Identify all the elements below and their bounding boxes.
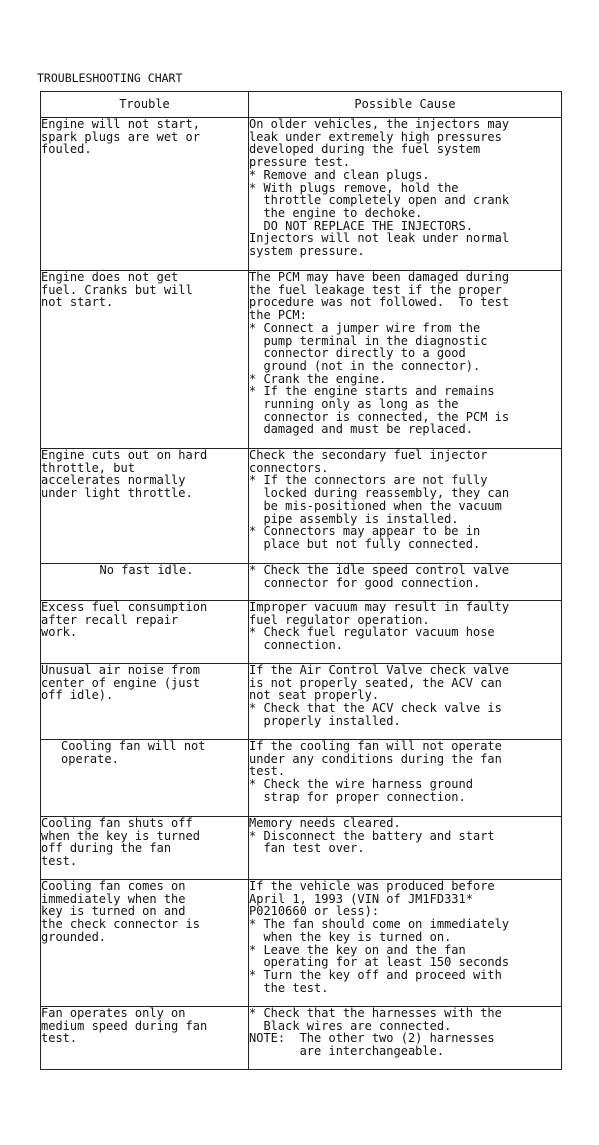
trouble-cell: Engine does not get fuel. Cranks but will not start. <box>41 271 249 449</box>
table-row <box>41 118 562 271</box>
cause-cell: * Check that the harnesses with the Black wires are connected. NOTE: The other two (2) harnesses are interchangeable. <box>249 1007 562 1070</box>
chart-title: TROUBLESHOOTING CHART <box>37 71 183 85</box>
table-row <box>41 817 562 880</box>
cause-cell: * Check the idle speed control valve connector for good connection. <box>249 564 562 601</box>
trouble-cell: Unusual air noise from center of engine (just off idle). <box>41 664 249 740</box>
table-row <box>41 601 562 664</box>
table-row <box>41 664 562 740</box>
cause-cell: Memory needs cleared. * Disconnect the battery and start fan test over. <box>249 817 562 880</box>
cause-cell: If the Air Control Valve check valve is not properly seated, the ACV can not seat properly. * Check that the ACV check valve is properly installed. <box>249 664 562 740</box>
trouble-column-header: Trouble <box>41 92 249 118</box>
troubleshooting-table <box>40 91 562 1070</box>
table-row <box>41 880 562 1007</box>
table-row <box>41 740 562 817</box>
table-row <box>41 564 562 601</box>
cause-cell: If the vehicle was produced before April 1, 1993 (VIN of JM1FD331* P0210660 or less): * The fan should come on immediately when the key is turned on. * Leave the key on and the fan operating for at least 150 seconds * Turn the key off and proceed with the test. <box>249 880 562 1007</box>
table-row <box>41 1007 562 1070</box>
trouble-cell: Engine cuts out on hard throttle, but accelerates normally under light throttle. <box>41 449 249 564</box>
table-row <box>41 449 562 564</box>
header-row <box>41 92 562 118</box>
cause-cell: Improper vacuum may result in faulty fuel regulator operation. * Check fuel regulator vacuum hose connection. <box>249 601 562 664</box>
cause-cell: The PCM may have been damaged during the fuel leakage test if the proper procedure was not followed. To test the PCM: * Connect a jumper wire from the pump terminal in the diagnostic connector directly to a good ground (not in the connector). * Crank the engine. * If the engine starts and remains running only as long as the connector is connected, the PCM is damaged and must be replaced. <box>249 271 562 449</box>
cause-column-header: Possible Cause <box>249 92 562 118</box>
trouble-cell: No fast idle. <box>41 564 249 601</box>
trouble-cell: Excess fuel consumption after recall repair work. <box>41 601 249 664</box>
trouble-cell: Fan operates only on medium speed during fan test. <box>41 1007 249 1070</box>
table-row <box>41 271 562 449</box>
trouble-cell: Cooling fan will not operate. <box>41 740 249 817</box>
trouble-cell: Engine will not start, spark plugs are wet or fouled. <box>41 118 249 271</box>
trouble-cell: Cooling fan shuts off when the key is turned off during the fan test. <box>41 817 249 880</box>
cause-cell: On older vehicles, the injectors may leak under extremely high pressures developed during the fuel system pressure test. * Remove and clean plugs. * With plugs remove, hold the throttle completely open and crank the engine to dechoke. DO NOT REPLACE THE INJECTORS. Injectors will not leak under normal system pressure. <box>249 118 562 271</box>
cause-cell: If the cooling fan will not operate under any conditions during the fan test. * Check the wire harness ground strap for proper connection. <box>249 740 562 817</box>
trouble-cell: Cooling fan comes on immediately when the key is turned on and the check connector is grounded. <box>41 880 249 1007</box>
cause-cell: Check the secondary fuel injector connectors. * If the connectors are not fully locked during reassembly, they can be mis-positioned when the vacuum pipe assembly is installed. * Connectors may appear to be in place but not fully connected. <box>249 449 562 564</box>
